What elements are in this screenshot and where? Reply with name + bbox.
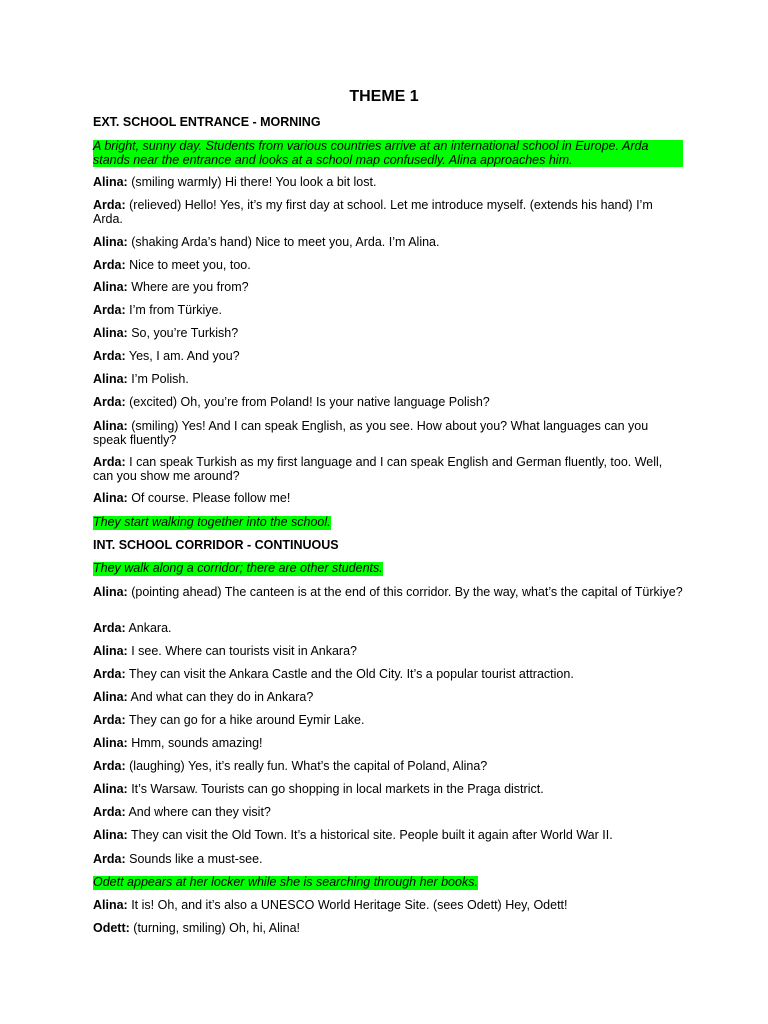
dialogue-text: And what can they do in Ankara? xyxy=(127,690,314,704)
speaker-name: Alina: xyxy=(93,690,128,704)
dialogue-line xyxy=(93,645,683,659)
dialogue-text: (shaking Arda’s hand) Nice to meet you, Arda. I’m Alina. xyxy=(127,235,440,249)
dialogue-text: It is! Oh, and it’s also a UNESCO World Heritage Site. (sees Odett) Hey, Odett! xyxy=(127,898,568,912)
dialogue-line xyxy=(93,327,683,341)
dialogue-text: (smiling) Yes! And I can speak English, as you see. How about you? What languages can you speak fluently? xyxy=(93,419,649,447)
speaker-name: Alina: xyxy=(93,782,128,796)
dialogue-text: I see. Where can tourists visit in Ankara? xyxy=(127,644,358,658)
dialogue-text: They can go for a hike around Eymir Lake. xyxy=(125,713,365,727)
scene-heading: INT. SCHOOL CORRIDOR - CONTINUOUS xyxy=(93,538,339,552)
dialogue-line xyxy=(93,783,683,797)
dialogue-text: Of course. Please follow me! xyxy=(127,491,291,505)
dialogue-line xyxy=(93,922,683,936)
dialogue-line xyxy=(93,691,683,705)
dialogue-line xyxy=(93,236,683,250)
scene-heading: EXT. SCHOOL ENTRANCE - MORNING xyxy=(93,115,321,129)
dialogue-text: (excited) Oh, you’re from Poland! Is your native language Polish? xyxy=(125,395,490,409)
dialogue-text: (smiling warmly) Hi there! You look a bit lost. xyxy=(127,175,377,189)
speaker-name: Alina: xyxy=(93,326,128,340)
speaker-name: Odett: xyxy=(93,921,130,935)
dialogue-line xyxy=(93,420,683,447)
dialogue-text: So, you’re Turkish? xyxy=(127,326,239,340)
dialogue-text: Where are you from? xyxy=(127,280,249,294)
dialogue-text: Hmm, sounds amazing! xyxy=(127,736,263,750)
highlighted-action: They walk along a corridor; there are other students. xyxy=(93,561,383,575)
speaker-name: Alina: xyxy=(93,491,128,505)
dialogue-line xyxy=(93,176,683,190)
dialogue-text: Yes, I am. And you? xyxy=(125,349,240,363)
speaker-name: Arda: xyxy=(93,713,126,727)
dialogue-text: I can speak Turkish as my first language and I can speak English and German fluently, too. Well, can you show me around? xyxy=(93,455,663,483)
dialogue-line xyxy=(93,806,683,820)
dialogue-line xyxy=(93,899,683,913)
page-title: THEME 1 xyxy=(349,88,419,105)
speaker-name: Arda: xyxy=(93,621,126,635)
dialogue-line xyxy=(93,760,683,774)
speaker-name: Alina: xyxy=(93,235,128,249)
speaker-name: Alina: xyxy=(93,419,128,433)
speaker-name: Arda: xyxy=(93,349,126,363)
dialogue-text: Nice to meet you, too. xyxy=(125,258,251,272)
dialogue-text: They can visit the Ankara Castle and the Old City. It’s a popular tourist attraction. xyxy=(125,667,574,681)
speaker-name: Alina: xyxy=(93,372,128,386)
speaker-name: Alina: xyxy=(93,898,128,912)
dialogue-line xyxy=(93,396,683,410)
dialogue-line xyxy=(93,668,683,682)
dialogue-line xyxy=(93,456,683,483)
dialogue-line xyxy=(93,373,683,387)
dialogue-line xyxy=(93,586,683,600)
dialogue-text: Sounds like a must-see. xyxy=(125,852,263,866)
speaker-name: Alina: xyxy=(93,736,128,750)
speaker-name: Arda: xyxy=(93,759,126,773)
speaker-name: Arda: xyxy=(93,455,126,469)
action-line xyxy=(93,140,683,167)
speaker-name: Alina: xyxy=(93,175,128,189)
speaker-name: Alina: xyxy=(93,828,128,842)
action-line xyxy=(93,876,683,890)
speaker-name: Arda: xyxy=(93,805,126,819)
dialogue-text: They can visit the Old Town. It’s a historical site. People built it again after World War II. xyxy=(127,828,613,842)
dialogue-text: (laughing) Yes, it’s really fun. What’s the capital of Poland, Alina? xyxy=(125,759,488,773)
speaker-name: Arda: xyxy=(93,198,126,212)
highlighted-action: Odett appears at her locker while she is searching through her books. xyxy=(93,875,478,889)
dialogue-line xyxy=(93,350,683,364)
action-line xyxy=(93,562,683,576)
dialogue-line xyxy=(93,853,683,867)
dialogue-line xyxy=(93,737,683,751)
speaker-name: Alina: xyxy=(93,644,128,658)
dialogue-text: Ankara. xyxy=(125,621,172,635)
dialogue-text: It’s Warsaw. Tourists can go shopping in local markets in the Praga district. xyxy=(127,782,544,796)
highlighted-action: A bright, sunny day. Students from various countries arrive at an international school in Europe. Arda stands near the entrance and looks at a school map confusedly. Alina approaches him. xyxy=(93,140,683,167)
dialogue-text: (turning, smiling) Oh, hi, Alina! xyxy=(129,921,301,935)
action-line xyxy=(93,516,683,530)
dialogue-line xyxy=(93,829,683,843)
speaker-name: Arda: xyxy=(93,258,126,272)
dialogue-text: I’m from Türkiye. xyxy=(125,303,222,317)
dialogue-line xyxy=(93,281,683,295)
dialogue-line xyxy=(93,199,683,226)
dialogue-line xyxy=(93,304,683,318)
speaker-name: Arda: xyxy=(93,303,126,317)
speaker-name: Alina: xyxy=(93,585,128,599)
speaker-name: Arda: xyxy=(93,852,126,866)
dialogue-text: I’m Polish. xyxy=(127,372,189,386)
dialogue-line xyxy=(93,259,683,273)
speaker-name: Arda: xyxy=(93,667,126,681)
speaker-name: Arda: xyxy=(93,395,126,409)
speaker-name: Alina: xyxy=(93,280,128,294)
dialogue-line xyxy=(93,714,683,728)
dialogue-line xyxy=(93,492,683,506)
dialogue-text: (pointing ahead) The canteen is at the end of this corridor. By the way, what’s the capital of Türkiye? xyxy=(127,585,683,599)
dialogue-text: (relieved) Hello! Yes, it’s my first day at school. Let me introduce myself. (extends his hand) I’m Arda. xyxy=(93,198,653,226)
highlighted-action: They start walking together into the school. xyxy=(93,515,331,529)
dialogue-line xyxy=(93,622,683,636)
dialogue-text: And where can they visit? xyxy=(125,805,271,819)
